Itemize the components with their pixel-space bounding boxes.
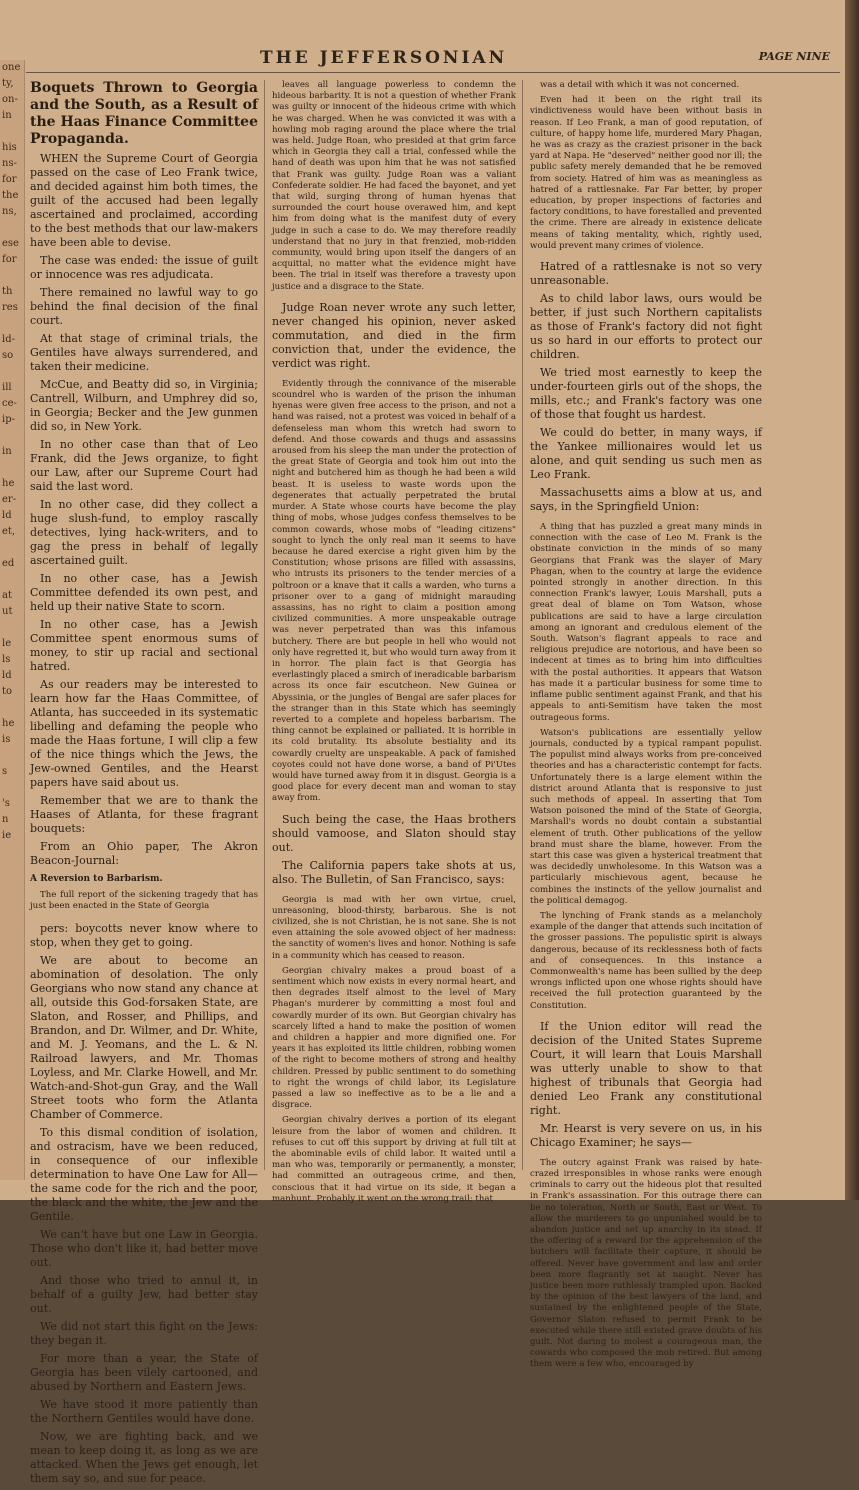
commentary-paragraph: The California papers take shots at us, also. The Bulletin, of San Francisco, says: xyxy=(272,858,516,886)
body-paragraph: As our readers may be interested to learn how far the Haas Committee, of Atlanta, has succeeded in its systematic libelling and defaming the people who made the Haas fortune, I will clip a few of the nice things which the Jews, the Jew-owned Gentiles, and the Hearst papers have said about us. xyxy=(30,678,258,789)
quoted-paragraph: Even had it been on the right trail its vindictiveness would have been without basis in reason. If Leo Frank, a man of good reputation, of culture, of happy home life, murdered Mary Phagan, he was as crazy as the craziest prisoner in the back yard at Napa. He "deserved" neither good nor ill; the public safety merely demanded that he be removed from society. Hatred of him was as meaningless as hatred of a rattlesnake. Far Far better, by proper education, by proper inspections of factories and factory conditions, to have forestalled and prevented the crime. There are already in existence delicate means of taking mentality, which, rightly used, would prevent many crimes of violence. xyxy=(530,95,762,251)
body-paragraph: For more than a year, the State of Georgia has been vilely cartooned, and abused by Northern and Eastern Jews. xyxy=(30,1352,258,1394)
body-paragraph: McCue, and Beatty did so, in Virginia; Cantrell, Wilburn, and Umphrey did so, in Georgia; Becker and the Jew gunmen did so, in New York. xyxy=(30,378,258,433)
body-paragraph: We did not start this fight on the Jews: they began it. xyxy=(30,1320,258,1348)
commentary-paragraph: Mr. Hearst is very severe on us, in his Chicago Examiner; he says— xyxy=(530,1121,762,1149)
quoted-paragraph: The lynching of Frank stands as a melancholy example of the danger that attends such incitation of the grosser passions. The populistic spirit is always dangerous, because of its recklessness both of facts and of consequences. In this instance a Commonwealth's name has been sullied by the deep wrongs inflicted upon one whose rights should have received the full protection guaranteed by the Constitution. xyxy=(530,910,762,1011)
body-paragraph: pers: boycotts never know where to stop, when they get to going. xyxy=(30,922,258,950)
margin-fragment: is xyxy=(2,734,11,745)
quoted-paragraph: Watson's publications are essentially yellow journals, conducted by a typical rampant populist. The populist mind always works from pre-conceived theories and has a characteristic contempt for facts. Unfortunately there is a large element within the district around Atlanta that is responsive to just such methods of appeal. In asserting that Tom Watson poisoned the mind of the State of Georgia, Marshall's words no doubt contain a substantial element of truth. Other publications of the yellow brand must share the blame, however. From the start this case was given a hysterical treatment that was decidedly unwholesome. In this Watson was a particularly mischievous agent, because he combines the instincts of the yellow journalist and the political demagog. xyxy=(530,727,762,906)
book-binding xyxy=(845,0,859,1200)
margin-fragment xyxy=(0,620,24,636)
margin-fragment: ls xyxy=(2,654,11,665)
margin-fragment: on- xyxy=(2,94,18,105)
body-paragraph: There remained no lawful way to go behind the final decision of the final court. xyxy=(30,286,258,327)
margin-fragment xyxy=(0,220,24,236)
commentary-paragraph: Hatred of a rattlesnake is not so very unreasonable. xyxy=(530,260,762,288)
commentary-paragraph: Massachusetts aims a blow at us, and says, in the Springfield Union: xyxy=(530,486,762,514)
margin-fragment: to xyxy=(2,686,13,697)
margin-fragment xyxy=(0,268,24,284)
body-paragraph: In no other case, did they collect a huge slush-fund, to employ rascally detectives, lying hack-writers, and to gag the press in behalf of legally ascertained guilt. xyxy=(30,498,258,567)
adjacent-page-margin xyxy=(0,60,25,1180)
margin-fragment: th xyxy=(2,286,13,297)
quote-text: The full report of the sickening tragedy that has just been enacted in the State of Georgia xyxy=(30,890,258,912)
margin-fragment: ese xyxy=(2,238,19,249)
quoted-paragraph: Evidently through the connivance of the miserable scoundrel who is warden of the prison the inhuman hyenas were given free access to the prison, and not a hand was raised, not a protest was voiced in behalf of a defenseless man whom this wretch had sworn to defend. And those cowards and thugs and assassins aroused from his sleep the man under the protection of the great State of Georgia and took him out into the night and butchered him as though he had been a wild beast. It is useless to waste words upon the degenerates that actually perpetrated the brutal murder. A State whose courts have become the play thing of mobs, whose judges confess themselves to be common cowards, whose mobs of "leading citizens" sought to lynch the only real man it seems to have because he dared exercise a right given him by the Constitution; whose prisons are filled with assassins, who intrusts its prisoners to the tender mercies of a poltroon or a knave that it calls a warden, who turns a prisoner over to a gang of midnight marauding assassins, has no right to claim a position among civilized communities. A more unspeakable outrage was never perpetrated than was this infamous butchery. There are but people in hell who would not only have regretted it, but who would turn away from it in horror. The plain fact is that Georgia has everlastingly placed a smirch of ineradicable barbarism across its once fair escutcheon. New Guinea or Abyssinia, or the jungles of Bengal are safer places for the stranger than in this State which has seemingly reverted to a complete and hopeless barbarism. The thing cannot be explained or palliated. It is horrible in its cold brutality. Its absolute bestiality and its cowardly cruelty are unspeakable. A pack of famished coyotes could not have done worse, a band of Pi'Utes would have turned away from it in disgust. Georgia is a good place for every decent man and woman to stay away from. xyxy=(272,378,516,804)
body-paragraph: The case was ended: the issue of guilt or innocence was res adjudicata. xyxy=(30,254,258,281)
margin-fragment xyxy=(0,540,24,556)
column-1 xyxy=(30,80,258,1490)
quoted-paragraph: leaves all language powerless to condemn the hideous barbarity. It is not a question of whether Frank was guilty or innocent of the hideous crime with which he was charged. When he was convicted it was with a howling mob raging around the place where the trial was held. Judge Roan, who presided at that grim farce which in Georgia they call a trial, confessed while the hand of death was upon him that he was not satisfied that Frank was guilty. Judge Roan was a valiant Confederate soldier. He had faced the bayonet, and yet that wild, surging throng of human hyenas that surrounded the court house overawed him, and kept him from doing what is the manifest duty of every judge in such a case to do. We may therefore readily understand that no jury in that frenzied, mob-ridden community, would bring upon itself the dangers of an acquittal, no matter what the evidence might have been. The trial in itself was therefore a travesty upon justice and a disgrace to the State. xyxy=(272,80,516,292)
commentary-paragraph: We tried most earnestly to keep the under-fourteen girls out of the shops, the mills, etc.; and Frank's factory was one of those that fought us hardest. xyxy=(530,366,762,422)
body-paragraph: To this dismal condition of isolation, and ostracism, have we been reduced, in consequence of our inflexible determination to have One Law for All—the same code for the rich and the poor, the black and the white, the Jew and the Gentile. xyxy=(30,1126,258,1224)
margin-fragment: ns, xyxy=(2,206,17,217)
margin-fragment: so xyxy=(2,350,14,361)
quoted-paragraph: Georgian chivalry derives a portion of its elegant leisure from the labor of women and children. It refuses to cut off this support by driving at full tilt at the abominable evils of child labor. It waited until a man who was, temporarily or permanently, a monster, had committed an outrageous crime, and then, conscious that it had virtue on its side, it began a manhunt. Probably it went on the wrong trail; that xyxy=(272,1115,516,1204)
body-paragraph: WHEN the Supreme Court of Georgia passed on the case of Leo Frank twice, and decided against him both times, the guilt of the accused had been legally ascertained and proclaimed, according to the best methods that our law-makers have been able to devise. xyxy=(30,152,258,249)
margin-fragment xyxy=(0,124,24,140)
margin-fragment: res xyxy=(2,302,18,313)
article-headline: Boquets Thrown to Georgia and the South, as a Result of the Haas Finance Committee Propaganda. xyxy=(30,80,258,147)
margin-fragment xyxy=(0,700,24,716)
body-paragraph: In no other case, has a Jewish Committee defended its own pest, and held up their native State to scorn. xyxy=(30,572,258,613)
margin-fragment: the xyxy=(2,190,19,201)
quoted-paragraph: The outcry against Frank was raised by hate-crazed irresponsibles in whose ranks were enough criminals to carry out the hideous plot that resulted in Frank's assassination. For this outrage there can be no toleration, North or South, East or West. To allow the murderers to go unpunished would be to abandon justice and set up anarchy in its stead. If the offering of a reward for the apprehension of the butchers will facilitate their capture, it should be offered. Never have government and law and order been more flagrantly set at naught. Never has justice been more ruthlessly trampled upon. Backed by the opinion of the best lawyers of the land, and sustained by the enlightened people of the State, Governor Slaton refused to permit Frank to be executed while there still existed grave doubts of his guilt. Not daring to molest a courageous man, the cowards who composed the mob retired. But among them were a few who, encouraged by xyxy=(530,1157,762,1370)
margin-fragment: he xyxy=(2,718,15,729)
margin-fragment: ie xyxy=(2,830,12,841)
quoted-paragraph: Georgian chivalry makes a proud boast of a sentiment which now exists in every normal heart, and then degrades itself almost to the level of Mary Phagan's murderer by committing a most foul and cowardly murder of its own. But Georgian chivalry has scarcely lifted a hand to make the position of women and children a happier and more dignified one. For years it has exploited its little children, robbing women of the right to become mothers of strong and healthy children. Pressed by public sentiment to do something to right the wrongs of child labor, its Legislature passed a law so ineffective as to be a lie and a disgrace. xyxy=(272,965,516,1111)
page-header xyxy=(240,48,830,72)
margin-fragment: s xyxy=(2,766,8,777)
quote-subhead: A Reversion to Barbarism. xyxy=(30,874,163,884)
margin-fragment: 's xyxy=(2,798,10,809)
margin-fragment: his xyxy=(2,142,17,153)
body-paragraph: We have stood it more patiently than the Northern Gentiles would have done. xyxy=(30,1398,258,1426)
commentary-paragraph: Such being the case, the Haas brothers should vamoose, and Slaton should stay out. xyxy=(272,812,516,854)
margin-fragment: ut xyxy=(2,606,13,617)
margin-fragment: ip- xyxy=(2,414,15,425)
margin-fragment: ill xyxy=(2,382,12,393)
body-paragraph: Remember that we are to thank the Haases of Atlanta, for these fragrant bouquets: xyxy=(30,794,258,835)
body-paragraph: We can't have but one Law in Georgia. Those who don't like it, had better move out. xyxy=(30,1228,258,1270)
body-paragraph: And those who tried to annul it, in behalf of a guilty Jew, had better stay out. xyxy=(30,1274,258,1316)
body-paragraph: In no other case than that of Leo Frank, did the Jews organize, to fight our Law, after our Supreme Court had said the last word. xyxy=(30,438,258,493)
margin-fragment: ed xyxy=(2,558,15,569)
margin-fragment: for xyxy=(2,254,17,265)
margin-fragment xyxy=(0,780,24,796)
margin-fragment: he xyxy=(2,478,15,489)
margin-fragment: in xyxy=(2,446,12,457)
header-rule xyxy=(26,72,840,73)
margin-fragment: et, xyxy=(2,526,16,537)
body-paragraph: From an Ohio paper, The Akron Beacon-Journal: xyxy=(30,840,258,867)
margin-fragment: ld xyxy=(2,670,12,681)
margin-fragment xyxy=(0,316,24,332)
quoted-paragraph: Georgia is mad with her own virtue, cruel, unreasoning, blood-thirsty, barbarous. She is not civilized, she is not Christian, he is not sane. She is not even attaining the sole avowed object of her madness: the sanctity of women's lives and honor. Nothing is safe in a community which has ceased to reason. xyxy=(272,894,516,961)
quoted-paragraph: was a detail with which it was not concerned. xyxy=(540,80,740,90)
body-paragraph: In no other case, has a Jewish Committee spent enormous sums of money, to stir up racial and sectional hatred. xyxy=(30,618,258,673)
commentary-paragraph: If the Union editor will read the decision of the United States Supreme Court, it will learn that Louis Marshall was utterly unable to show to that highest of tribunals that Georgia had denied Leo Frank any constitutional right. xyxy=(530,1019,762,1117)
margin-fragment: for xyxy=(2,174,17,185)
margin-fragment xyxy=(0,748,24,764)
margin-fragment xyxy=(0,572,24,588)
commentary-paragraph: As to child labor laws, ours would be better, if just such Northern capitalists as those of Frank's factory did not fight us so hard in our efforts to protect our children. xyxy=(530,292,762,362)
margin-fragment xyxy=(0,364,24,380)
margin-fragment: n xyxy=(2,814,9,825)
masthead: THE JEFFERSONIAN xyxy=(260,48,508,68)
margin-fragment xyxy=(0,460,24,476)
quoted-paragraph: A thing that has puzzled a great many minds in connection with the case of Leo M. Frank is the obstinate conviction in the minds of so many Georgians that Frank was the slayer of Mary Phagan, when to the country at large the evidence pointed strongly in another direction. In this connection Frank's lawyer, Louis Marshall, puts a great deal of blame on Tom Watson, whose publications are said to have a large circulation among an ignorant and credulous element of the South. Watson's flagrant appeals to race and religious prejudice are notorious, and have been so indecent at times as to bring him into difficulties with the postal authorities. It appears that Watson has made it a particular business for some time to inflame public sentiment against Frank, and that his appeals to anti-Semitism have taken the most outrageous forms. xyxy=(530,522,762,723)
margin-fragment xyxy=(0,428,24,444)
column-divider xyxy=(264,80,265,1170)
margin-fragment: le xyxy=(2,638,12,649)
column-3 xyxy=(530,80,762,1375)
margin-fragment: at xyxy=(2,590,12,601)
commentary-paragraph: We could do better, in many ways, if the Yankee millionaires would let us alone, and quit sending us such men as Leo Frank. xyxy=(530,426,762,482)
margin-fragment: in xyxy=(2,110,12,121)
column-divider xyxy=(522,80,523,1170)
margin-fragment: ns- xyxy=(2,158,17,169)
margin-fragment: er- xyxy=(2,494,17,505)
margin-fragment: ty, xyxy=(2,78,14,89)
commentary-paragraph: Judge Roan never wrote any such letter, never changed his opinion, never asked commutation, and died in the firm conviction that, under the evidence, the verdict was right. xyxy=(272,300,516,370)
column-2 xyxy=(272,80,516,1209)
body-paragraph: At that stage of criminal trials, the Gentiles have always surrendered, and taken their medicine. xyxy=(30,332,258,373)
margin-fragment: ld- xyxy=(2,334,15,345)
body-paragraph: We are about to become an abomination of desolation. The only Georgians who now stand any chance at all, outside this God-forsaken State, are Slaton, and Rosser, and Phillips, and Brandon, and Dr. Wilmer, and Dr. White, and M. J. Yeomans, and the L. & N. Railroad lawyers, and Mr. Thomas Loyless, and Mr. Clarke Howell, and Mr. Watch-and-Shot-gun Gray, and the Wall Street toots who form the Atlanta Chamber of Commerce. xyxy=(30,954,258,1122)
margin-fragment: ce- xyxy=(2,398,17,409)
margin-fragment: ld xyxy=(2,510,12,521)
margin-fragment: one xyxy=(2,62,21,73)
page-number: PAGE NINE xyxy=(758,50,830,63)
body-paragraph: Now, we are fighting back, and we mean to keep doing it, as long as we are attacked. When the Jews get enough, let them say so, and sue for peace. xyxy=(30,1430,258,1486)
